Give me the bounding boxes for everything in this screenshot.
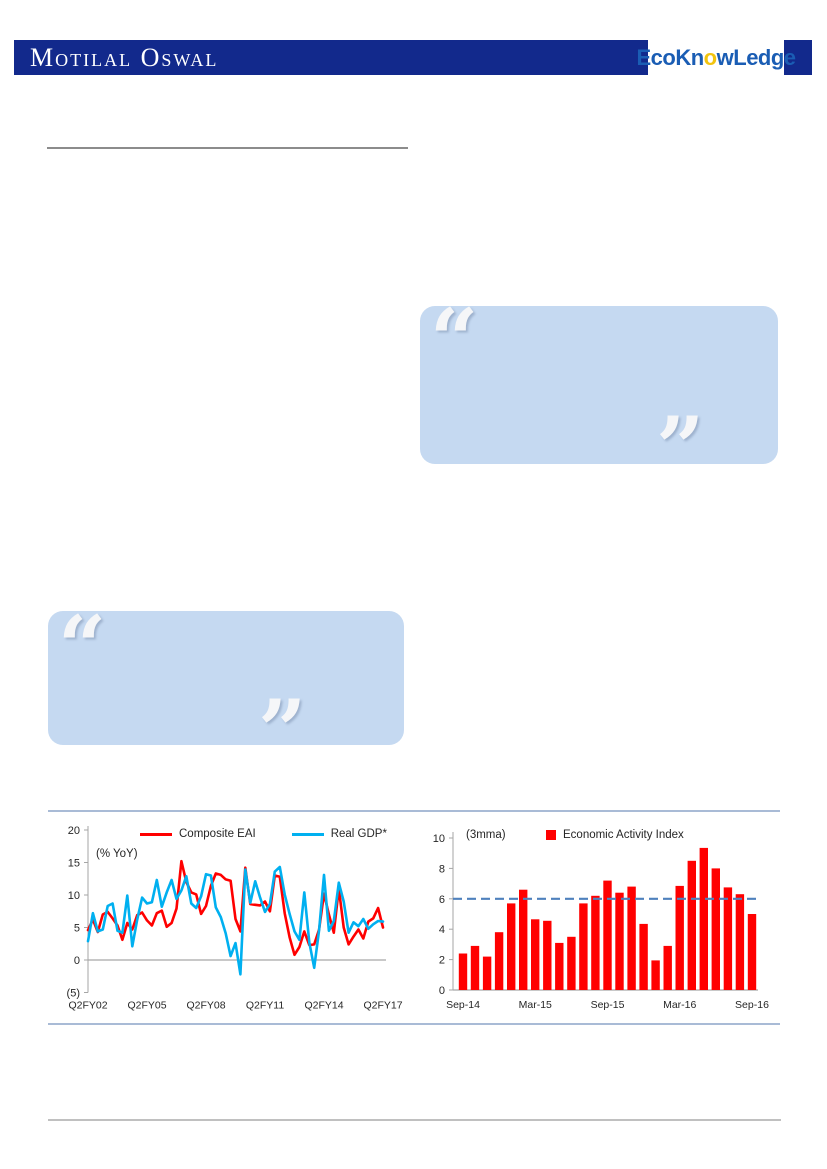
- y-axis-unit-label: (% YoY): [96, 848, 138, 860]
- svg-text:10: 10: [67, 890, 80, 902]
- legend-label: Real GDP*: [330, 828, 387, 840]
- ecoknowledge-logo: [636, 35, 796, 80]
- logo-part: o: [662, 44, 676, 70]
- pull-quote-box-left: [48, 597, 404, 780]
- svg-text:10: 10: [432, 833, 445, 845]
- svg-text:20: 20: [67, 825, 80, 837]
- svg-text:Mar-16: Mar-16: [663, 999, 697, 1011]
- logo-bulb-o: o: [703, 44, 717, 70]
- svg-text:2: 2: [438, 954, 445, 967]
- svg-text:5: 5: [73, 922, 80, 935]
- svg-text:Q2FY05: Q2FY05: [127, 999, 167, 1012]
- svg-text:Sep-14: Sep-14: [446, 999, 480, 1011]
- svg-text:6: 6: [438, 893, 445, 906]
- svg-text:Q2FY08: Q2FY08: [186, 999, 226, 1012]
- header-bar: [14, 40, 812, 75]
- svg-text:Q2FY11: Q2FY11: [245, 999, 285, 1012]
- svg-text:8: 8: [438, 863, 445, 876]
- composite-eai-vs-gdp-chart: [48, 812, 408, 1022]
- svg-text:Q2FY02: Q2FY02: [68, 999, 108, 1012]
- section-heading-rule: [47, 147, 408, 149]
- bar-chart-plot: [420, 812, 780, 1022]
- svg-text:4: 4: [438, 924, 445, 937]
- svg-text:Mar-15: Mar-15: [518, 999, 552, 1011]
- svg-text:Sep-15: Sep-15: [590, 999, 625, 1011]
- close-quote-icon: ”: [258, 681, 307, 780]
- svg-text:(5): (5): [66, 987, 80, 1000]
- legend-label: Economic Activity Index: [563, 829, 684, 841]
- svg-text:Q2FY14: Q2FY14: [304, 999, 344, 1012]
- logo-part: Kn: [675, 44, 704, 70]
- close-quote-icon: ”: [656, 398, 705, 497]
- economic-activity-index-chart: [420, 812, 780, 1022]
- logo-part: Ec: [636, 44, 663, 70]
- pull-quote-box-right: [420, 290, 778, 497]
- brand-wordmark: Motilal Oswal: [30, 43, 219, 72]
- y-axis-unit-label: (3mma): [466, 829, 506, 841]
- svg-text:Sep-16: Sep-16: [735, 999, 769, 1011]
- logo-part: w: [716, 44, 734, 70]
- svg-text:Q2FY17: Q2FY17: [363, 999, 403, 1012]
- line-chart-plot: [48, 812, 408, 1022]
- ecoknowledge-logo-text: [636, 45, 795, 71]
- logo-part: Ledge: [733, 44, 796, 70]
- footer-rule: [48, 1119, 781, 1121]
- legend-label: Composite EAI: [179, 828, 256, 840]
- svg-text:15: 15: [67, 857, 80, 870]
- open-quote-icon: “: [58, 597, 107, 696]
- charts-panel-bottom-rule: [48, 1023, 780, 1025]
- svg-text:0: 0: [438, 985, 445, 997]
- open-quote-icon: “: [430, 290, 479, 389]
- svg-text:0: 0: [73, 955, 80, 967]
